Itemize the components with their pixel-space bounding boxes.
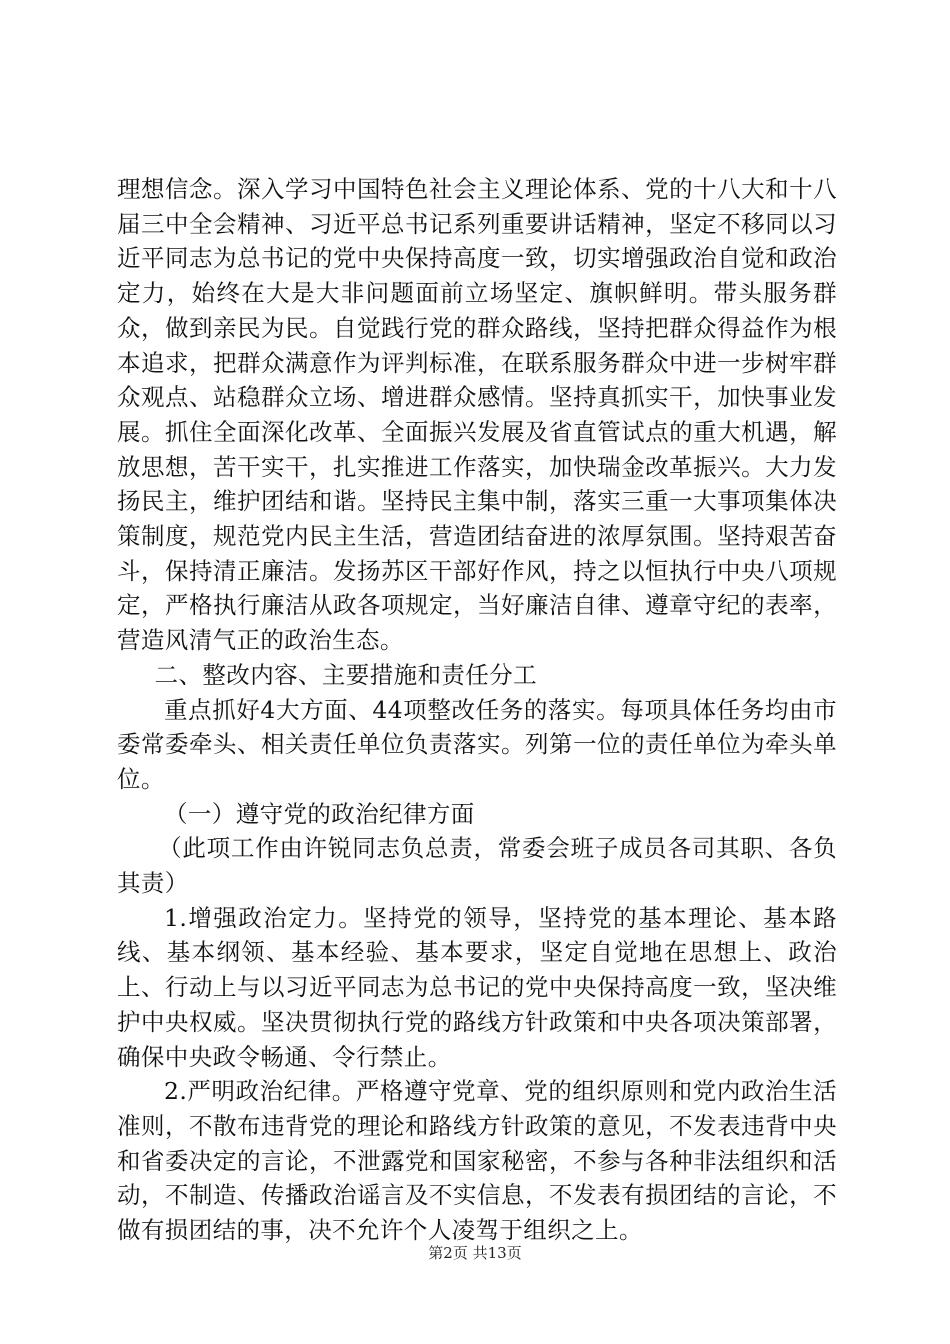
item-political-resolve: 1.增强政治定力。坚持党的领导，坚持党的基本理论、基本路线、基本纲领、基本经验、基本要求，坚定自觉地在思想上、政治上、行动上与以习近平同志为总书记的党中央保持高度一致，坚决维护中央权威。坚决贯彻执行党的路线方针政策和中央各项决策部署，确保中央政令畅通、令行禁止。 <box>117 903 837 1071</box>
page-number-footer: 第2页 共13页 <box>428 1244 522 1262</box>
item-political-discipline: 2.严明政治纪律。严格遵守党章、党的组织原则和党内政治生活准则，不散布违背党的理论和路线方针政策的意见，不发表违背中央和省委决定的言论，不泄露党和国家秘密，不参与各种非法组织和活动，不制造、传播政治谣言及不实信息，不发表有损团结的言论，不做有损团结的事，决不允许个人凌驾于组织之上。 <box>117 1077 837 1245</box>
document-body <box>117 172 837 1248</box>
paragraph-tasks-overview: 重点抓好4大方面、44项整改任务的落实。每项具体任务均由市委常委牵头、相关责任单位负责落实。列第一位的责任单位为牵头单位。 <box>117 695 837 793</box>
paragraph-ideals: 理想信念。深入学习中国特色社会主义理论体系、党的十八大和十八届三中全会精神、习近平总书记系列重要讲话精神，坚定不移同以习近平同志为总书记的党中央保持高度一致，切实增强政治自觉和政治定力，始终在大是大非问题面前立场坚定、旗帜鲜明。带头服务群众，做到亲民为民。自觉践行党的群众路线，坚持把群众得益作为根本追求，把群众满意作为评判标准，在联系服务群众中进一步树牢群众观点、站稳群众立场、增进群众感情。坚持真抓实干，加快事业发展。抓住全面深化改革、全面振兴发展及省直管试点的重大机遇，解放思想，苦干实干，扎实推进工作落实，加快瑞金改革振兴。大力发扬民主，维护团结和谐。坚持民主集中制，落实三重一大事项集体决策制度，规范党内民主生活，营造团结奋进的浓厚氛围。坚持艰苦奋斗，保持清正廉洁。发扬苏区干部好作风，持之以恒执行中央八项规定，严格执行廉洁从政各项规定，当好廉洁自律、遵章守纪的表率，营造风清气正的政治生态。 <box>117 175 837 655</box>
section-heading-rectification: 二、整改内容、主要措施和责任分工 <box>154 660 537 689</box>
subsection-heading-political-discipline: （一）遵守党的政治纪律方面 <box>164 799 475 828</box>
paragraph-responsibility-note: （此项工作由许锐同志负总责，常委会班子成员各司其职、各负其责） <box>117 834 837 898</box>
